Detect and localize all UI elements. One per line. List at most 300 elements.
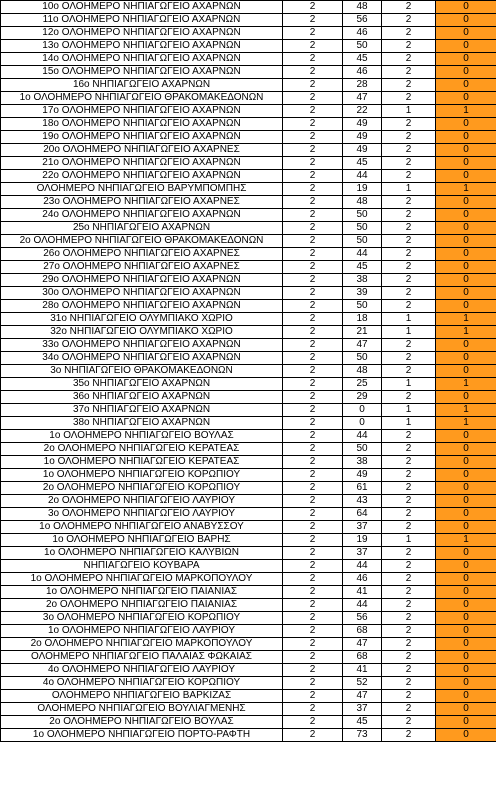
school-name-cell: 23ο ΟΛΟΗΜΕΡΟ ΝΗΠΙΑΓΩΓΕΙΟ ΑΧΑΡΝΕΣ [1, 196, 283, 209]
col-e-cell: 0 [436, 235, 496, 248]
col-d-cell: 2 [382, 339, 436, 352]
school-name-cell: ΝΗΠΙΑΓΩΓΕΙΟ ΚΟΥΒΑΡΑ [1, 560, 283, 573]
col-c-cell: 73 [343, 729, 382, 742]
col-e-cell: 0 [436, 352, 496, 365]
school-name-cell: 2ο ΟΛΟΗΜΕΡΟ ΝΗΠΙΑΓΩΓΕΙΟ ΠΑΙΑΝΙΑΣ [1, 599, 283, 612]
school-name-cell: 1ο ΟΛΟΗΜΕΡΟ ΝΗΠΙΑΓΩΓΕΙΟ ΛΑΥΡΙΟΥ [1, 625, 283, 638]
col-e-cell: 0 [436, 261, 496, 274]
school-name-cell: ΟΛΟΗΜΕΡΟ ΝΗΠΙΑΓΩΓΕΙΟ ΒΟΥΛΙΑΓΜΕΝΗΣ [1, 703, 283, 716]
table-row [1, 40, 496, 53]
col-e-cell: 0 [436, 482, 496, 495]
table-row [1, 534, 496, 547]
col-d-cell: 2 [382, 40, 436, 53]
table-row [1, 664, 496, 677]
col-d-cell: 2 [382, 586, 436, 599]
table-row [1, 209, 496, 222]
col-b-cell: 2 [283, 677, 343, 690]
col-b-cell: 2 [283, 638, 343, 651]
table-row [1, 14, 496, 27]
col-c-cell: 48 [343, 365, 382, 378]
col-b-cell: 2 [283, 703, 343, 716]
col-c-cell: 44 [343, 430, 382, 443]
col-d-cell: 2 [382, 196, 436, 209]
school-name-cell: 12ο ΟΛΟΗΜΕΡΟ ΝΗΠΙΑΓΩΓΕΙΟ ΑΧΑΡΝΩΝ [1, 27, 283, 40]
col-e-cell: 0 [436, 27, 496, 40]
col-b-cell: 2 [283, 144, 343, 157]
table-row [1, 430, 496, 443]
col-b-cell: 2 [283, 79, 343, 92]
school-name-cell: 1ο ΟΛΟΗΜΕΡΟ ΝΗΠΙΑΓΩΓΕΙΟ ΜΑΡΚΟΠΟΥΛΟΥ [1, 573, 283, 586]
table-row [1, 183, 496, 196]
col-d-cell: 2 [382, 677, 436, 690]
col-e-cell: 0 [436, 638, 496, 651]
col-e-cell: 0 [436, 274, 496, 287]
col-c-cell: 50 [343, 443, 382, 456]
school-name-cell: ΟΛΟΗΜΕΡΟ ΝΗΠΙΑΓΩΓΕΙΟ ΒΑΡΚΙΖΑΣ [1, 690, 283, 703]
table-row [1, 651, 496, 664]
table-row [1, 235, 496, 248]
table-row [1, 1, 496, 14]
table-row [1, 339, 496, 352]
col-d-cell: 2 [382, 66, 436, 79]
col-c-cell: 50 [343, 222, 382, 235]
table-row [1, 287, 496, 300]
school-name-cell: 18ο ΟΛΟΗΜΕΡΟ ΝΗΠΙΑΓΩΓΕΙΟ ΑΧΑΡΝΩΝ [1, 118, 283, 131]
col-b-cell: 2 [283, 612, 343, 625]
school-name-cell: 25ο ΝΗΠΙΑΓΩΓΕΙΟ ΑΧΑΡΝΩΝ [1, 222, 283, 235]
col-c-cell: 45 [343, 53, 382, 66]
school-name-cell: 15ο ΟΛΟΗΜΕΡΟ ΝΗΠΙΑΓΩΓΕΙΟ ΑΧΑΡΝΩΝ [1, 66, 283, 79]
col-e-cell: 0 [436, 92, 496, 105]
col-b-cell: 2 [283, 404, 343, 417]
table-body [1, 1, 496, 742]
col-e-cell: 1 [436, 378, 496, 391]
school-name-cell: 1ο ΟΛΟΗΜΕΡΟ ΝΗΠΙΑΓΩΓΕΙΟ ΘΡΑΚΟΜΑΚΕΔΟΝΩΝ [1, 92, 283, 105]
school-name-cell: 1ο ΟΛΟΗΜΕΡΟ ΝΗΠΙΑΓΩΓΕΙΟ ΚΕΡΑΤΕΑΣ [1, 456, 283, 469]
table-row [1, 703, 496, 716]
col-d-cell: 2 [382, 456, 436, 469]
table-row [1, 391, 496, 404]
col-d-cell: 2 [382, 625, 436, 638]
col-e-cell: 0 [436, 170, 496, 183]
table-row [1, 677, 496, 690]
col-c-cell: 44 [343, 170, 382, 183]
table-row [1, 521, 496, 534]
col-d-cell: 2 [382, 729, 436, 742]
col-c-cell: 48 [343, 1, 382, 14]
col-c-cell: 49 [343, 118, 382, 131]
table-row [1, 248, 496, 261]
col-c-cell: 22 [343, 105, 382, 118]
col-d-cell: 2 [382, 352, 436, 365]
col-e-cell: 0 [436, 339, 496, 352]
table-row [1, 131, 496, 144]
col-e-cell: 1 [436, 404, 496, 417]
table-row [1, 547, 496, 560]
school-name-cell: 4ο ΟΛΟΗΜΕΡΟ ΝΗΠΙΑΓΩΓΕΙΟ ΛΑΥΡΙΟΥ [1, 664, 283, 677]
col-d-cell: 2 [382, 391, 436, 404]
col-b-cell: 2 [283, 534, 343, 547]
col-c-cell: 56 [343, 612, 382, 625]
col-d-cell: 1 [382, 378, 436, 391]
col-c-cell: 46 [343, 573, 382, 586]
col-d-cell: 1 [382, 313, 436, 326]
col-d-cell: 2 [382, 547, 436, 560]
col-b-cell: 2 [283, 27, 343, 40]
col-d-cell: 2 [382, 703, 436, 716]
col-e-cell: 0 [436, 248, 496, 261]
col-c-cell: 0 [343, 417, 382, 430]
col-c-cell: 47 [343, 339, 382, 352]
col-d-cell: 2 [382, 261, 436, 274]
school-name-cell: 24ο ΟΛΟΗΜΕΡΟ ΝΗΠΙΑΓΩΓΕΙΟ ΑΧΑΡΝΩΝ [1, 209, 283, 222]
col-c-cell: 49 [343, 469, 382, 482]
col-d-cell: 2 [382, 430, 436, 443]
col-d-cell: 2 [382, 560, 436, 573]
table-row [1, 196, 496, 209]
col-e-cell: 0 [436, 547, 496, 560]
col-b-cell: 2 [283, 586, 343, 599]
col-d-cell: 2 [382, 495, 436, 508]
table-row [1, 170, 496, 183]
school-name-cell: 20ο ΟΛΟΗΜΕΡΟ ΝΗΠΙΑΓΩΓΕΙΟ ΑΧΑΡΝΕΣ [1, 144, 283, 157]
col-e-cell: 0 [436, 508, 496, 521]
school-name-cell: 2ο ΟΛΟΗΜΕΡΟ ΝΗΠΙΑΓΩΓΕΙΟ ΜΑΡΚΟΠΟΥΛΟΥ [1, 638, 283, 651]
school-name-cell: 1ο ΟΛΟΗΜΕΡΟ ΝΗΠΙΑΓΩΓΕΙΟ ΚΑΛΥΒΙΩΝ [1, 547, 283, 560]
col-b-cell: 2 [283, 573, 343, 586]
col-c-cell: 52 [343, 677, 382, 690]
table-row [1, 118, 496, 131]
col-d-cell: 2 [382, 300, 436, 313]
col-b-cell: 2 [283, 547, 343, 560]
col-e-cell: 0 [436, 560, 496, 573]
col-b-cell: 2 [283, 131, 343, 144]
table-row [1, 404, 496, 417]
col-b-cell: 2 [283, 274, 343, 287]
col-e-cell: 0 [436, 625, 496, 638]
school-name-cell: 37ο ΝΗΠΙΑΓΩΓΕΙΟ ΑΧΑΡΝΩΝ [1, 404, 283, 417]
col-d-cell: 2 [382, 274, 436, 287]
school-name-cell: 2ο ΟΛΟΗΜΕΡΟ ΝΗΠΙΑΓΩΓΕΙΟ ΘΡΑΚΟΜΑΚΕΔΟΝΩΝ [1, 235, 283, 248]
col-e-cell: 0 [436, 196, 496, 209]
school-name-cell: 2ο ΟΛΟΗΜΕΡΟ ΝΗΠΙΑΓΩΓΕΙΟ ΚΕΡΑΤΕΑΣ [1, 443, 283, 456]
school-name-cell: 17ο ΟΛΟΗΜΕΡΟ ΝΗΠΙΑΓΩΓΕΙΟ ΑΧΑΡΝΩΝ [1, 105, 283, 118]
col-e-cell: 0 [436, 612, 496, 625]
col-d-cell: 2 [382, 209, 436, 222]
col-b-cell: 2 [283, 664, 343, 677]
col-e-cell: 0 [436, 690, 496, 703]
col-e-cell: 0 [436, 287, 496, 300]
col-c-cell: 18 [343, 313, 382, 326]
school-name-cell: 1ο ΟΛΟΗΜΕΡΟ ΝΗΠΙΑΓΩΓΕΙΟ ΠΟΡΤΟ-ΡΑΦΤΗ [1, 729, 283, 742]
col-d-cell: 2 [382, 599, 436, 612]
table-row [1, 625, 496, 638]
col-d-cell: 2 [382, 508, 436, 521]
table-row [1, 27, 496, 40]
col-d-cell: 2 [382, 716, 436, 729]
col-c-cell: 44 [343, 248, 382, 261]
col-e-cell: 0 [436, 469, 496, 482]
col-e-cell: 1 [436, 105, 496, 118]
table-row [1, 495, 496, 508]
col-c-cell: 45 [343, 261, 382, 274]
col-d-cell: 2 [382, 651, 436, 664]
table-row [1, 92, 496, 105]
table-row [1, 560, 496, 573]
col-e-cell: 0 [436, 66, 496, 79]
col-b-cell: 2 [283, 716, 343, 729]
col-b-cell: 2 [283, 53, 343, 66]
col-b-cell: 2 [283, 417, 343, 430]
col-c-cell: 28 [343, 79, 382, 92]
col-b-cell: 2 [283, 391, 343, 404]
col-c-cell: 19 [343, 534, 382, 547]
school-name-cell: 10ο ΟΛΟΗΜΕΡΟ ΝΗΠΙΑΓΩΓΕΙΟ ΑΧΑΡΝΩΝ [1, 1, 283, 14]
school-name-cell: ΟΛΟΗΜΕΡΟ ΝΗΠΙΑΓΩΓΕΙΟ ΒΑΡΥΜΠΟΜΠΗΣ [1, 183, 283, 196]
col-d-cell: 2 [382, 365, 436, 378]
col-b-cell: 2 [283, 118, 343, 131]
col-c-cell: 45 [343, 157, 382, 170]
table-row [1, 638, 496, 651]
col-b-cell: 2 [283, 300, 343, 313]
table-row [1, 417, 496, 430]
school-name-cell: 36ο ΝΗΠΙΑΓΩΓΕΙΟ ΑΧΑΡΝΩΝ [1, 391, 283, 404]
school-name-cell: 3ο ΟΛΟΗΜΕΡΟ ΝΗΠΙΑΓΩΓΕΙΟ ΚΟΡΩΠΙΟΥ [1, 612, 283, 625]
col-b-cell: 2 [283, 105, 343, 118]
col-c-cell: 46 [343, 66, 382, 79]
col-b-cell: 2 [283, 326, 343, 339]
col-c-cell: 41 [343, 586, 382, 599]
col-d-cell: 2 [382, 521, 436, 534]
school-name-cell: 13ο ΟΛΟΗΜΕΡΟ ΝΗΠΙΑΓΩΓΕΙΟ ΑΧΑΡΝΩΝ [1, 40, 283, 53]
col-c-cell: 0 [343, 404, 382, 417]
col-c-cell: 37 [343, 521, 382, 534]
col-c-cell: 49 [343, 131, 382, 144]
table-row [1, 690, 496, 703]
col-b-cell: 2 [283, 352, 343, 365]
table-row [1, 157, 496, 170]
col-e-cell: 0 [436, 40, 496, 53]
col-e-cell: 1 [436, 313, 496, 326]
col-c-cell: 29 [343, 391, 382, 404]
col-e-cell: 0 [436, 573, 496, 586]
col-c-cell: 68 [343, 651, 382, 664]
col-b-cell: 2 [283, 625, 343, 638]
col-b-cell: 2 [283, 651, 343, 664]
col-c-cell: 50 [343, 352, 382, 365]
table-row [1, 105, 496, 118]
school-name-cell: 1ο ΟΛΟΗΜΕΡΟ ΝΗΠΙΑΓΩΓΕΙΟ ΒΟΥΛΑΣ [1, 430, 283, 443]
col-b-cell: 2 [283, 157, 343, 170]
col-b-cell: 2 [283, 560, 343, 573]
school-name-cell: 3ο ΟΛΟΗΜΕΡΟ ΝΗΠΙΑΓΩΓΕΙΟ ΛΑΥΡΙΟΥ [1, 508, 283, 521]
col-c-cell: 50 [343, 235, 382, 248]
col-d-cell: 1 [382, 183, 436, 196]
col-c-cell: 50 [343, 209, 382, 222]
col-c-cell: 68 [343, 625, 382, 638]
col-d-cell: 2 [382, 248, 436, 261]
col-b-cell: 2 [283, 365, 343, 378]
school-name-cell: 2ο ΟΛΟΗΜΕΡΟ ΝΗΠΙΑΓΩΓΕΙΟ ΚΟΡΩΠΙΟΥ [1, 482, 283, 495]
col-e-cell: 0 [436, 495, 496, 508]
school-name-cell: 1ο ΟΛΟΗΜΕΡΟ ΝΗΠΙΑΓΩΓΕΙΟ ΚΟΡΩΠΙΟΥ [1, 469, 283, 482]
school-name-cell: 38ο ΝΗΠΙΑΓΩΓΕΙΟ ΑΧΑΡΝΩΝ [1, 417, 283, 430]
col-b-cell: 2 [283, 222, 343, 235]
school-name-cell: 34ο ΟΛΟΗΜΕΡΟ ΝΗΠΙΑΓΩΓΕΙΟ ΑΧΑΡΝΩΝ [1, 352, 283, 365]
school-name-cell: 22ο ΟΛΟΗΜΕΡΟ ΝΗΠΙΑΓΩΓΕΙΟ ΑΧΑΡΝΩΝ [1, 170, 283, 183]
col-e-cell: 0 [436, 157, 496, 170]
col-b-cell: 2 [283, 521, 343, 534]
col-d-cell: 1 [382, 326, 436, 339]
col-e-cell: 0 [436, 703, 496, 716]
col-d-cell: 2 [382, 612, 436, 625]
col-d-cell: 1 [382, 534, 436, 547]
col-e-cell: 0 [436, 300, 496, 313]
col-e-cell: 0 [436, 716, 496, 729]
table-row [1, 222, 496, 235]
col-d-cell: 2 [382, 131, 436, 144]
school-name-cell: 32ο ΝΗΠΙΑΓΩΓΕΙΟ ΟΛΥΜΠΙΑΚΟ ΧΩΡΙΟ [1, 326, 283, 339]
school-name-cell: 16ο ΝΗΠΙΑΓΩΓΕΙΟ ΑΧΑΡΝΩΝ [1, 79, 283, 92]
school-name-cell: 3ο ΝΗΠΙΑΓΩΓΕΙΟ ΘΡΑΚΟΜΑΚΕΔΟΝΩΝ [1, 365, 283, 378]
col-c-cell: 41 [343, 664, 382, 677]
col-c-cell: 61 [343, 482, 382, 495]
table-row [1, 313, 496, 326]
table-row [1, 144, 496, 157]
table-row [1, 729, 496, 742]
table-row [1, 716, 496, 729]
col-d-cell: 2 [382, 118, 436, 131]
school-name-cell: 26ο ΟΛΟΗΜΕΡΟ ΝΗΠΙΑΓΩΓΕΙΟ ΑΧΑΡΝΕΣ [1, 248, 283, 261]
col-b-cell: 2 [283, 690, 343, 703]
table-row [1, 469, 496, 482]
col-e-cell: 1 [436, 326, 496, 339]
table-row [1, 482, 496, 495]
school-name-cell: 1ο ΟΛΟΗΜΕΡΟ ΝΗΠΙΑΓΩΓΕΙΟ ΑΝΑΒΥΣΣΟΥ [1, 521, 283, 534]
table-row [1, 79, 496, 92]
school-name-cell: 1ο ΟΛΟΗΜΕΡΟ ΝΗΠΙΑΓΩΓΕΙΟ ΠΑΙΑΝΙΑΣ [1, 586, 283, 599]
col-e-cell: 1 [436, 534, 496, 547]
col-d-cell: 1 [382, 105, 436, 118]
table-row [1, 456, 496, 469]
col-b-cell: 2 [283, 261, 343, 274]
col-d-cell: 2 [382, 170, 436, 183]
col-b-cell: 2 [283, 495, 343, 508]
col-e-cell: 0 [436, 118, 496, 131]
col-c-cell: 48 [343, 196, 382, 209]
school-name-cell: 21ο ΟΛΟΗΜΕΡΟ ΝΗΠΙΑΓΩΓΕΙΟ ΑΧΑΡΝΩΝ [1, 157, 283, 170]
table-row [1, 300, 496, 313]
table-row [1, 378, 496, 391]
col-e-cell: 0 [436, 14, 496, 27]
col-c-cell: 43 [343, 495, 382, 508]
table-row [1, 53, 496, 66]
col-b-cell: 2 [283, 729, 343, 742]
col-b-cell: 2 [283, 508, 343, 521]
col-b-cell: 2 [283, 1, 343, 14]
col-b-cell: 2 [283, 183, 343, 196]
col-d-cell: 2 [382, 469, 436, 482]
school-name-cell: 30ο ΟΛΟΗΜΕΡΟ ΝΗΠΙΑΓΩΓΕΙΟ ΑΧΑΡΝΩΝ [1, 287, 283, 300]
school-name-cell: ΟΛΟΗΜΕΡΟ ΝΗΠΙΑΓΩΓΕΙΟ ΠΑΛΑΙΑΣ ΦΩΚΑΙΑΣ [1, 651, 283, 664]
col-e-cell: 0 [436, 729, 496, 742]
col-b-cell: 2 [283, 14, 343, 27]
col-d-cell: 1 [382, 417, 436, 430]
school-name-cell: 29ο ΟΛΟΗΜΕΡΟ ΝΗΠΙΑΓΩΓΕΙΟ ΑΧΑΡΝΩΝ [1, 274, 283, 287]
col-d-cell: 2 [382, 53, 436, 66]
col-e-cell: 0 [436, 222, 496, 235]
school-name-cell: 27ο ΟΛΟΗΜΕΡΟ ΝΗΠΙΑΓΩΓΕΙΟ ΑΧΑΡΝΕΣ [1, 261, 283, 274]
col-e-cell: 0 [436, 430, 496, 443]
col-d-cell: 2 [382, 664, 436, 677]
col-e-cell: 0 [436, 1, 496, 14]
col-e-cell: 0 [436, 144, 496, 157]
col-b-cell: 2 [283, 248, 343, 261]
school-name-cell: 31ο ΝΗΠΙΑΓΩΓΕΙΟ ΟΛΥΜΠΙΑΚΟ ΧΩΡΙΟ [1, 313, 283, 326]
table-row [1, 612, 496, 625]
col-b-cell: 2 [283, 92, 343, 105]
table-row [1, 586, 496, 599]
col-c-cell: 37 [343, 547, 382, 560]
col-c-cell: 50 [343, 40, 382, 53]
table-row [1, 573, 496, 586]
col-b-cell: 2 [283, 482, 343, 495]
school-name-cell: 2ο ΟΛΟΗΜΕΡΟ ΝΗΠΙΑΓΩΓΕΙΟ ΛΑΥΡΙΟΥ [1, 495, 283, 508]
col-b-cell: 2 [283, 287, 343, 300]
col-b-cell: 2 [283, 443, 343, 456]
school-name-cell: 28ο ΟΛΟΗΜΕΡΟ ΝΗΠΙΑΓΩΓΕΙΟ ΑΧΑΡΝΩΝ [1, 300, 283, 313]
col-e-cell: 0 [436, 651, 496, 664]
table-row [1, 66, 496, 79]
school-name-cell: 11ο ΟΛΟΗΜΕΡΟ ΝΗΠΙΑΓΩΓΕΙΟ ΑΧΑΡΝΩΝ [1, 14, 283, 27]
table-row [1, 365, 496, 378]
table-row [1, 508, 496, 521]
col-d-cell: 2 [382, 482, 436, 495]
col-d-cell: 2 [382, 1, 436, 14]
col-e-cell: 0 [436, 131, 496, 144]
col-c-cell: 50 [343, 300, 382, 313]
col-c-cell: 39 [343, 287, 382, 300]
school-name-cell: 19ο ΟΛΟΗΜΕΡΟ ΝΗΠΙΑΓΩΓΕΙΟ ΑΧΑΡΝΩΝ [1, 131, 283, 144]
col-d-cell: 2 [382, 144, 436, 157]
col-e-cell: 0 [436, 209, 496, 222]
table-row [1, 599, 496, 612]
col-e-cell: 0 [436, 664, 496, 677]
school-name-cell: 35ο ΝΗΠΙΑΓΩΓΕΙΟ ΑΧΑΡΝΩΝ [1, 378, 283, 391]
col-b-cell: 2 [283, 66, 343, 79]
col-e-cell: 0 [436, 586, 496, 599]
col-e-cell: 0 [436, 79, 496, 92]
col-e-cell: 1 [436, 417, 496, 430]
col-e-cell: 0 [436, 53, 496, 66]
col-b-cell: 2 [283, 170, 343, 183]
col-b-cell: 2 [283, 599, 343, 612]
col-e-cell: 0 [436, 599, 496, 612]
table-row [1, 274, 496, 287]
col-b-cell: 2 [283, 313, 343, 326]
school-name-cell: 33ο ΟΛΟΗΜΕΡΟ ΝΗΠΙΑΓΩΓΕΙΟ ΑΧΑΡΝΩΝ [1, 339, 283, 352]
col-b-cell: 2 [283, 339, 343, 352]
col-c-cell: 25 [343, 378, 382, 391]
col-d-cell: 2 [382, 690, 436, 703]
col-c-cell: 64 [343, 508, 382, 521]
col-c-cell: 47 [343, 638, 382, 651]
col-b-cell: 2 [283, 378, 343, 391]
col-e-cell: 0 [436, 677, 496, 690]
table-row [1, 261, 496, 274]
col-c-cell: 49 [343, 144, 382, 157]
col-d-cell: 2 [382, 638, 436, 651]
